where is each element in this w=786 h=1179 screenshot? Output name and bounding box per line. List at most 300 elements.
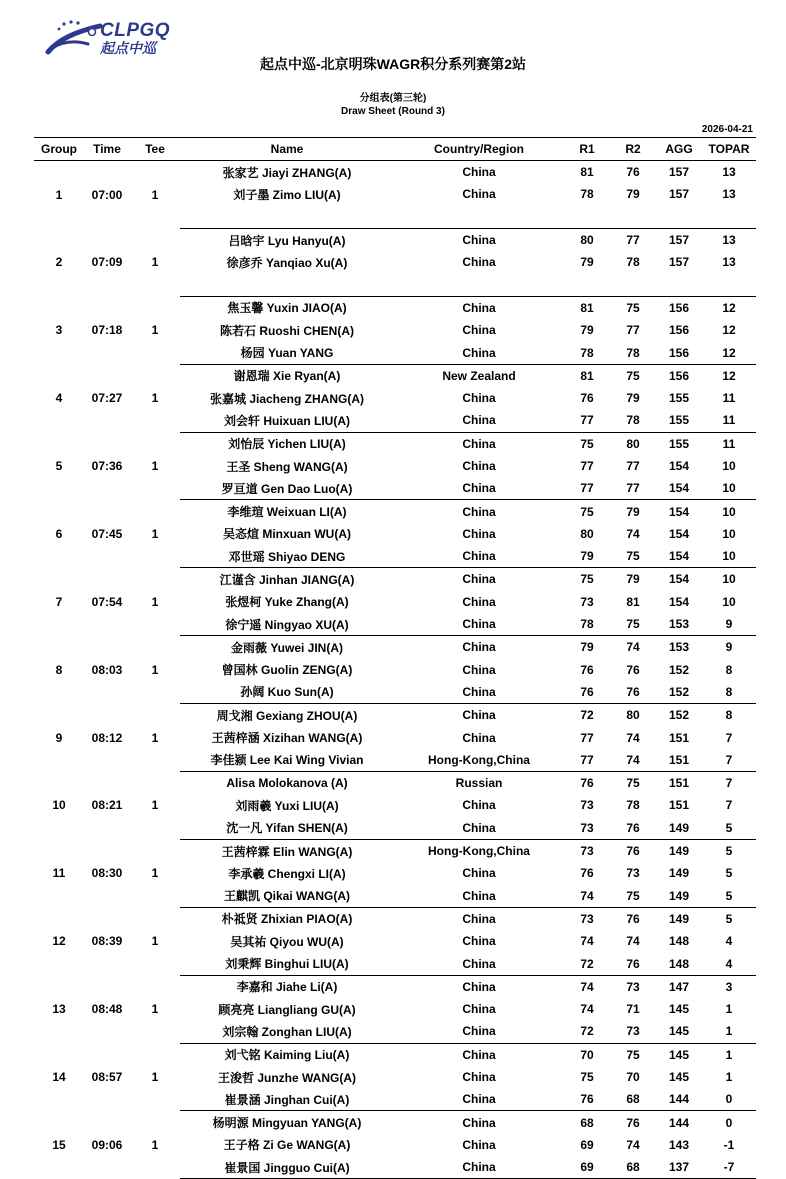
time-cell: 08:12	[91, 730, 123, 745]
time-cell: 07:18	[91, 323, 123, 338]
topar-cell: 10	[722, 526, 736, 541]
r1-cell: 76	[580, 391, 594, 406]
name-cell	[180, 273, 394, 296]
table-row	[34, 500, 756, 523]
agg-cell: 155	[656, 409, 702, 432]
topar-cell	[702, 206, 756, 229]
r2-cell: 75	[626, 1047, 640, 1062]
country-cell: China	[462, 1047, 496, 1062]
r1-cell: 78	[564, 341, 610, 364]
name-cell: 刘怡辰 Yichen LIU(A)	[228, 437, 346, 452]
r2-cell: 73	[626, 866, 640, 881]
agg-cell: 154	[668, 504, 690, 519]
topar-cell: 5	[725, 911, 733, 926]
country-cell: China	[462, 708, 496, 723]
r1-cell: 73	[580, 594, 594, 609]
name-cell: 顾亮亮 Liangliang GU(A)	[218, 1002, 356, 1017]
agg-cell: 143	[668, 1137, 690, 1152]
agg-cell: 151	[668, 776, 690, 791]
topar-cell: 10	[702, 545, 756, 568]
country-cell: China	[394, 613, 564, 636]
page-title: 起点中巡-北京明珠WAGR积分系列赛第2站	[260, 56, 526, 72]
logo-text: CLPGQ	[100, 20, 171, 41]
country-cell: China	[462, 323, 496, 338]
r1-cell: 74	[580, 934, 594, 949]
r1-cell: 79	[564, 545, 610, 568]
r2-cell: 76	[610, 952, 656, 975]
r1-cell: 69	[580, 1137, 594, 1152]
topar-cell: 13	[722, 233, 736, 248]
r2-cell: 76	[610, 681, 656, 704]
name-cell: 刘子墨 Zimo LIU(A)	[233, 187, 341, 202]
name-cell	[180, 206, 394, 229]
country-cell: China	[462, 526, 496, 541]
r1-cell: 73	[564, 817, 610, 840]
r2-cell: 77	[610, 477, 656, 500]
topar-cell: 13	[722, 187, 736, 202]
r2-cell: 81	[626, 594, 640, 609]
r1-cell: 78	[580, 187, 594, 202]
r2-cell: 78	[626, 798, 640, 813]
tee-cell: 1	[151, 934, 159, 949]
column-header: Country/Region	[394, 138, 564, 161]
r2-cell: 77	[626, 233, 640, 248]
table-row	[34, 568, 756, 591]
agg-cell: 154	[668, 526, 690, 541]
table-row	[34, 772, 756, 795]
topar-cell: 13	[722, 255, 736, 270]
tee-cell: 1	[151, 391, 159, 406]
r2-cell: 74	[626, 730, 640, 745]
agg-cell: 157	[668, 165, 690, 180]
country-cell: Russian	[455, 776, 503, 791]
topar-cell: 13	[722, 165, 736, 180]
r1-cell: 76	[564, 681, 610, 704]
column-header: Tee	[130, 138, 180, 161]
r2-cell: 75	[626, 776, 640, 791]
time-cell: 08:03	[91, 662, 123, 677]
country-cell: China	[462, 187, 496, 202]
column-header: Time	[84, 138, 130, 161]
r1-cell: 75	[580, 436, 594, 451]
agg-cell: 149	[668, 911, 690, 926]
topar-cell: 5	[725, 866, 733, 881]
r2-cell: 74	[626, 526, 640, 541]
draw-sheet-table	[34, 137, 756, 1179]
topar-cell: 8	[702, 681, 756, 704]
agg-cell: 156	[656, 341, 702, 364]
country-cell: China	[394, 1156, 564, 1179]
r2-cell: 76	[626, 662, 640, 677]
name-cell: 邓世瑶 Shiyao DENG	[180, 545, 394, 568]
r1-cell: 77	[564, 749, 610, 772]
country-cell: China	[462, 572, 496, 587]
tee-cell: 1	[151, 730, 159, 745]
name-cell: 江谨含 Jinhan JIANG(A)	[219, 572, 355, 587]
topar-cell: 7	[702, 749, 756, 772]
r2-cell	[610, 273, 656, 296]
country-cell: Hong-Kong,China	[394, 749, 564, 772]
name-cell: 朴祗贤 Zhixian PIAO(A)	[221, 912, 353, 927]
r2-cell: 76	[610, 817, 656, 840]
country-cell: China	[462, 594, 496, 609]
tee-cell: 1	[151, 526, 159, 541]
table-row	[34, 228, 756, 251]
topar-cell: 1	[725, 1047, 733, 1062]
group-cell: 11	[52, 866, 66, 881]
r1-cell: 74	[564, 885, 610, 908]
name-cell: Alisa Molokanova (A)	[226, 776, 348, 791]
agg-cell: 155	[668, 391, 690, 406]
country-cell: China	[394, 1088, 564, 1111]
r1-cell: 75	[580, 1070, 594, 1085]
country-cell: China	[394, 477, 564, 500]
r1-cell: 73	[580, 844, 594, 859]
draw-date: 2026-04-21	[701, 124, 753, 135]
country-cell: China	[394, 885, 564, 908]
name-cell: 李嘉和 Jiahe Li(A)	[236, 980, 338, 995]
r1-cell: 74	[580, 979, 594, 994]
agg-cell: 144	[656, 1088, 702, 1111]
topar-cell: 11	[722, 391, 736, 406]
agg-cell: 156	[668, 368, 690, 383]
topar-cell: 5	[702, 885, 756, 908]
topar-cell: 0	[725, 1115, 733, 1130]
subtitle-en: Draw Sheet (Round 3)	[341, 106, 445, 117]
name-cell: 孙阔 Kuo Sun(A)	[180, 681, 394, 704]
r2-cell	[610, 206, 656, 229]
country-cell: China	[462, 1115, 496, 1130]
r1-cell: 77	[564, 477, 610, 500]
column-header: Group	[34, 138, 84, 161]
r2-cell: 79	[626, 391, 640, 406]
r1-cell: 81	[580, 165, 594, 180]
country-cell	[394, 273, 564, 296]
country-cell: China	[462, 730, 496, 745]
country-cell: China	[462, 436, 496, 451]
name-cell: 徐宁遥 Ningyao XU(A)	[180, 613, 394, 636]
agg-cell: 137	[656, 1156, 702, 1179]
table-row	[34, 432, 756, 455]
group-cell: 2	[55, 255, 63, 270]
r1-cell: 81	[580, 300, 594, 315]
table-body	[34, 161, 756, 1179]
name-cell: 王茜梓涵 Xizihan WANG(A)	[211, 731, 363, 746]
r1-cell: 79	[580, 323, 594, 338]
tee-cell: 1	[151, 1070, 159, 1085]
subtitle-cn: 分组表(第三轮)	[359, 93, 427, 104]
time-cell: 07:09	[91, 255, 123, 270]
topar-cell: 5	[702, 817, 756, 840]
r2-cell: 77	[626, 323, 640, 338]
logo-text-cn: 起点中巡	[100, 40, 156, 56]
agg-cell: 153	[668, 640, 690, 655]
time-cell: 07:54	[91, 594, 123, 609]
topar-cell: 5	[725, 844, 733, 859]
r2-cell: 76	[626, 844, 640, 859]
agg-cell: 154	[656, 545, 702, 568]
time-cell: 08:21	[91, 798, 123, 813]
name-cell: 刘弋铭 Kaiming Liu(A)	[224, 1048, 350, 1063]
r2-cell: 75	[610, 885, 656, 908]
r1-cell: 75	[580, 504, 594, 519]
r1-cell: 77	[564, 409, 610, 432]
group-cell: 9	[55, 730, 63, 745]
topar-cell: 3	[725, 979, 733, 994]
agg-cell: 151	[668, 730, 690, 745]
column-header: R1	[564, 138, 610, 161]
r1-cell: 81	[580, 368, 594, 383]
topar-cell: 10	[722, 594, 736, 609]
agg-cell: 153	[656, 613, 702, 636]
agg-cell: 152	[668, 662, 690, 677]
country-cell: New Zealand	[442, 368, 516, 383]
topar-cell: 12	[702, 341, 756, 364]
name-cell: 吕晗宇 Lyu Hanyu(A)	[228, 233, 346, 248]
tee-cell: 1	[151, 1002, 159, 1017]
r2-cell: 79	[626, 572, 640, 587]
r1-cell: 79	[580, 640, 594, 655]
column-header: Name	[180, 138, 394, 161]
time-cell: 07:00	[91, 187, 123, 202]
agg-cell: 157	[668, 255, 690, 270]
group-cell: 3	[55, 323, 63, 338]
r2-cell: 76	[626, 165, 640, 180]
r1-cell: 78	[564, 613, 610, 636]
topar-cell: 0	[702, 1088, 756, 1111]
name-cell: 王茜梓霖 Elin WANG(A)	[221, 844, 353, 859]
name-cell: 徐彦乔 Yanqiao Xu(A)	[226, 255, 348, 270]
table-row	[34, 1043, 756, 1066]
topar-cell: 9	[702, 613, 756, 636]
r1-cell: 72	[580, 708, 594, 723]
subtitle	[0, 92, 786, 118]
topar-cell: 4	[702, 952, 756, 975]
name-cell: 王浚哲 Junzhe WANG(A)	[218, 1070, 356, 1085]
name-cell: 曾国林 Guolin ZENG(A)	[221, 663, 353, 678]
name-cell: 陈若石 Ruoshi CHEN(A)	[220, 323, 354, 338]
tee-cell: 1	[151, 866, 159, 881]
topar-cell: 10	[722, 504, 736, 519]
country-cell	[394, 206, 564, 229]
name-cell: 张煜柯 Yuke Zhang(A)	[225, 595, 349, 610]
table-row	[34, 907, 756, 930]
country-cell: China	[462, 1137, 496, 1152]
r2-cell: 78	[626, 255, 640, 270]
r1-cell: 77	[580, 459, 594, 473]
r1-cell: 76	[580, 662, 594, 677]
r2-cell: 75	[610, 545, 656, 568]
country-cell: China	[462, 798, 496, 813]
table-row	[34, 1111, 756, 1134]
topar-cell: 1	[725, 1070, 733, 1085]
agg-cell: 145	[668, 1070, 690, 1085]
table-row	[34, 161, 756, 184]
name-cell: 王麒凯 Qikai WANG(A)	[180, 885, 394, 908]
topar-cell	[702, 273, 756, 296]
name-cell: 杨明源 Mingyuan YANG(A)	[212, 1116, 362, 1131]
time-cell: 09:06	[91, 1137, 123, 1152]
agg-cell: 157	[668, 233, 690, 248]
group-cell: 7	[55, 594, 63, 609]
agg-cell: 148	[668, 934, 690, 949]
r2-cell: 75	[626, 368, 640, 383]
country-cell: China	[462, 1002, 496, 1017]
country-cell: China	[394, 952, 564, 975]
agg-cell: 149	[656, 817, 702, 840]
group-cell: 8	[55, 662, 63, 677]
topar-cell: 12	[722, 368, 736, 383]
r1-cell: 76	[580, 776, 594, 791]
r2-cell: 80	[626, 708, 640, 723]
r1-cell: 68	[580, 1115, 594, 1130]
agg-cell: 145	[668, 1047, 690, 1062]
name-cell: 刘会轩 Huixuan LIU(A)	[180, 409, 394, 432]
country-cell: China	[394, 545, 564, 568]
name-cell: 崔景涵 Jinghan Cui(A)	[180, 1088, 394, 1111]
country-cell: China	[462, 979, 496, 994]
r2-cell: 73	[626, 979, 640, 994]
r2-cell: 75	[626, 300, 640, 315]
column-header: R2	[610, 138, 656, 161]
topar-cell: 10	[702, 477, 756, 500]
topar-cell: 4	[725, 934, 733, 949]
name-cell: 李佳颍 Lee Kai Wing Vivian	[180, 749, 394, 772]
r2-cell: 78	[610, 409, 656, 432]
time-cell: 07:27	[91, 391, 123, 406]
tee-cell: 1	[151, 798, 159, 813]
group-cell: 14	[52, 1070, 66, 1085]
agg-cell: 156	[668, 300, 690, 315]
topar-cell: 12	[722, 323, 736, 338]
group-cell: 12	[52, 934, 66, 949]
group-cell: 6	[55, 526, 63, 541]
agg-cell: 154	[656, 477, 702, 500]
agg-cell: 149	[668, 866, 690, 881]
name-cell: 谢恩瑞 Xie Ryan(A)	[233, 369, 341, 384]
agg-cell: 149	[668, 844, 690, 859]
r1-cell: 80	[580, 526, 594, 541]
r1-cell: 80	[580, 233, 594, 248]
country-cell: China	[394, 817, 564, 840]
name-cell: 杨园 Yuan YANG	[180, 341, 394, 364]
country-cell: China	[462, 866, 496, 881]
r2-cell: 74	[610, 749, 656, 772]
name-cell: 吴其祐 Qiyou WU(A)	[230, 934, 344, 949]
country-cell: China	[462, 233, 496, 248]
r2-cell: 76	[626, 1115, 640, 1130]
name-cell: 刘雨羲 Yuxi LIU(A)	[235, 798, 339, 813]
r2-cell: 80	[626, 436, 640, 451]
name-cell: 李承羲 Chengxi LI(A)	[228, 866, 346, 881]
name-cell: 崔景国 Jingguo Cui(A)	[180, 1156, 394, 1179]
r1-cell: 72	[564, 1020, 610, 1043]
time-cell: 08:48	[91, 1002, 123, 1017]
r1-cell: 74	[580, 1002, 594, 1017]
name-cell: 周戈湘 Gexiang ZHOU(A)	[216, 708, 358, 723]
country-cell: China	[462, 255, 496, 270]
r2-cell: 79	[626, 187, 640, 202]
agg-cell: 149	[656, 885, 702, 908]
agg-cell: 152	[656, 681, 702, 704]
r1-cell: 76	[564, 1088, 610, 1111]
agg-cell: 151	[656, 749, 702, 772]
r2-cell: 79	[626, 504, 640, 519]
agg-cell: 156	[668, 323, 690, 338]
name-cell: 罗亘道 Gen Dao Luo(A)	[180, 477, 394, 500]
r2-cell: 71	[626, 1002, 640, 1017]
time-cell: 07:45	[91, 526, 123, 541]
group-cell: 10	[52, 798, 66, 813]
topar-cell: 1	[725, 1002, 733, 1017]
tee-cell: 1	[151, 594, 159, 609]
topar-cell: 7	[725, 798, 733, 813]
tee-cell: 1	[151, 255, 159, 270]
r1-cell: 75	[580, 572, 594, 587]
country-cell: China	[394, 681, 564, 704]
agg-cell: 152	[668, 708, 690, 723]
topar-cell: 10	[722, 572, 736, 587]
name-cell: 王子格 Zi Ge WANG(A)	[223, 1138, 351, 1153]
topar-cell: -1	[723, 1137, 735, 1152]
table-row	[34, 636, 756, 659]
country-cell: China	[462, 504, 496, 519]
r2-cell: 74	[626, 640, 640, 655]
agg-cell: 145	[668, 1002, 690, 1017]
table-row	[34, 975, 756, 998]
country-cell: China	[394, 341, 564, 364]
name-cell: 李维瑄 Weixuan LI(A)	[227, 505, 347, 520]
tee-cell: 1	[151, 662, 159, 677]
r2-cell: 75	[610, 613, 656, 636]
r2-cell: 78	[610, 341, 656, 364]
r1-cell: 70	[580, 1047, 594, 1062]
agg-cell: 157	[668, 187, 690, 202]
country-cell: China	[462, 640, 496, 655]
r1-cell: 79	[580, 255, 594, 270]
topar-cell: 11	[722, 436, 736, 451]
r1-cell	[564, 273, 610, 296]
country-cell: China	[462, 165, 496, 180]
country-cell: Hong-Kong,China	[428, 844, 530, 859]
agg-cell: 148	[656, 952, 702, 975]
agg-cell: 145	[656, 1020, 702, 1043]
topar-cell: 12	[722, 300, 736, 315]
name-cell: 张家艺 Jiayi ZHANG(A)	[222, 165, 352, 180]
country-cell: China	[462, 300, 496, 315]
logo-swoosh-icon	[44, 18, 104, 58]
country-cell: China	[462, 1070, 496, 1085]
r1-cell: 73	[580, 911, 594, 926]
topar-cell: 1	[702, 1020, 756, 1043]
r2-cell: 68	[610, 1088, 656, 1111]
name-cell: 金雨薇 Yuwei JIN(A)	[230, 640, 343, 655]
topar-cell: 9	[725, 640, 733, 655]
name-cell: 焦玉馨 Yuxin JIAO(A)	[227, 301, 347, 316]
country-cell: China	[462, 391, 496, 406]
country-cell: China	[462, 662, 496, 677]
name-cell: 吴忞煊 Minxuan WU(A)	[223, 527, 351, 542]
r2-cell: 76	[626, 911, 640, 926]
country-cell: China	[394, 1020, 564, 1043]
agg-cell: 144	[668, 1115, 690, 1130]
table-header-row	[34, 138, 756, 161]
tee-cell: 1	[151, 1137, 159, 1152]
agg-cell: 155	[668, 436, 690, 451]
group-cell: 15	[52, 1137, 66, 1152]
country-cell: China	[462, 459, 496, 473]
topar-cell: 7	[725, 776, 733, 791]
